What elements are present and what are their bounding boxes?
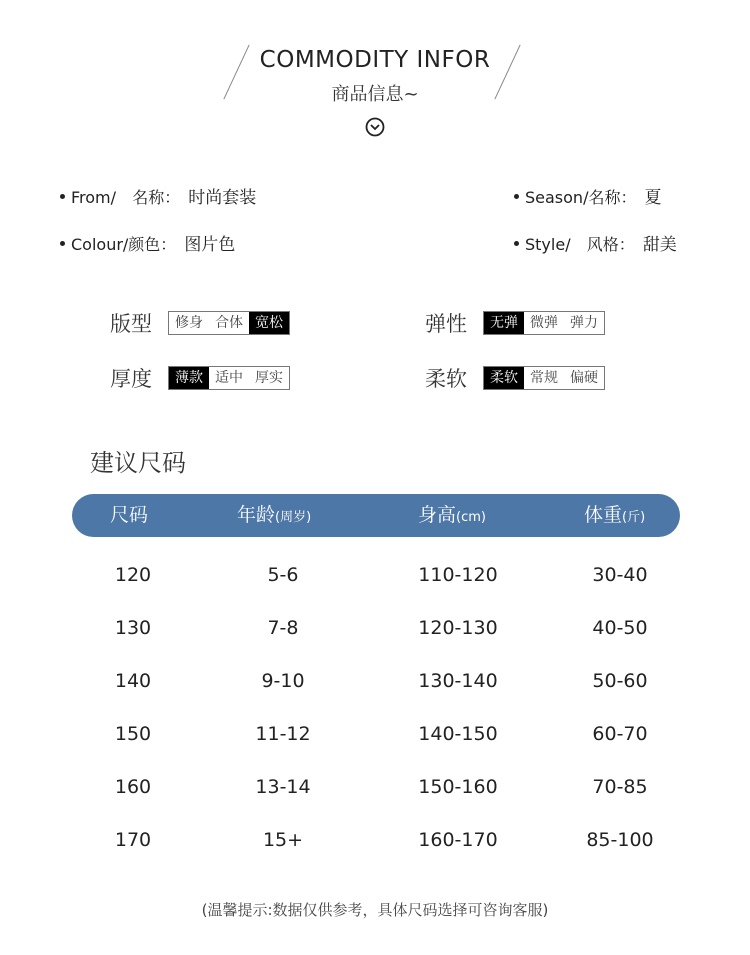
header-size-label: 尺码 — [110, 504, 149, 526]
attribute-thickness-label: 厚度 — [110, 367, 152, 391]
table-row — [0, 776, 750, 806]
header-height-unit: (cm) — [456, 510, 486, 525]
attribute-option: 合体 — [215, 315, 243, 331]
attribute-softness-options — [483, 366, 605, 390]
attribute-fit-options — [168, 311, 290, 335]
info-from-label: 名称： — [132, 188, 181, 207]
info-colour-value: 图片色 — [184, 235, 236, 255]
cell-height: 110-120 — [418, 564, 498, 586]
attribute-option-selected: 无弹 — [484, 312, 524, 334]
cell-weight: 30-40 — [592, 564, 648, 586]
cell-size: 120 — [114, 564, 152, 586]
header-height — [418, 494, 486, 537]
attribute-option-selected: 宽松 — [249, 312, 289, 334]
info-colour-key: Colour/颜色： — [71, 235, 177, 254]
header-height-label: 身高 — [418, 504, 457, 526]
info-from — [60, 183, 256, 208]
info-season-value: 夏 — [644, 188, 662, 208]
attribute-thickness-options — [168, 366, 290, 390]
cell-size: 170 — [114, 829, 152, 851]
info-style-key: Style/ — [525, 235, 571, 254]
cell-height: 130-140 — [418, 670, 498, 692]
info-season-key: Season/名称： — [525, 188, 637, 207]
cell-age: 13-14 — [255, 776, 311, 798]
cell-size: 160 — [114, 776, 152, 798]
attribute-option: 常规 — [530, 370, 558, 386]
cell-weight: 60-70 — [592, 723, 648, 745]
info-season — [514, 183, 661, 208]
attribute-elastic — [425, 308, 605, 338]
attribute-softness — [425, 363, 605, 393]
section-title-chinese: 商品信息~ — [331, 84, 419, 105]
attribute-softness-label: 柔软 — [425, 367, 467, 391]
header-age-unit: (周岁) — [275, 510, 312, 525]
attribute-option: 弹力 — [570, 315, 598, 331]
info-style-value: 甜美 — [642, 235, 677, 255]
attribute-fit-label: 版型 — [110, 312, 152, 336]
attribute-option-selected: 柔软 — [484, 367, 524, 389]
info-style — [514, 230, 677, 255]
cell-weight: 50-60 — [592, 670, 648, 692]
cell-height: 120-130 — [418, 617, 498, 639]
size-table-header — [72, 494, 680, 537]
attribute-elastic-label: 弹性 — [425, 312, 467, 336]
attribute-elastic-options — [483, 311, 605, 335]
cell-age: 7-8 — [267, 617, 299, 639]
header-age — [237, 494, 311, 537]
cell-size: 150 — [114, 723, 152, 745]
header-weight — [584, 494, 645, 537]
cell-age: 5-6 — [267, 564, 299, 586]
cell-height: 160-170 — [418, 829, 498, 851]
cell-weight: 40-50 — [592, 617, 648, 639]
attribute-option: 厚实 — [255, 370, 283, 386]
attribute-option-selected: 薄款 — [169, 367, 209, 389]
header-weight-unit: (斤) — [622, 510, 646, 525]
cell-size: 140 — [114, 670, 152, 692]
table-row — [0, 564, 750, 594]
cell-age: 9-10 — [261, 670, 305, 692]
table-row — [0, 670, 750, 700]
attribute-option: 修身 — [175, 315, 203, 331]
bullet-dot — [60, 241, 65, 246]
cell-weight: 85-100 — [586, 829, 654, 851]
cell-age: 11-12 — [255, 723, 311, 745]
size-table-title: 建议尺码 — [90, 449, 186, 477]
table-row — [0, 723, 750, 753]
size-disclaimer-note: (温馨提示:数据仅供参考，具体尺码选择可咨询客服) — [201, 901, 549, 919]
cell-size: 130 — [114, 617, 152, 639]
attribute-option: 微弹 — [530, 315, 558, 331]
chevron-down-circle-icon — [365, 117, 385, 137]
bullet-dot — [514, 241, 519, 246]
info-from-key: From/ — [71, 188, 117, 207]
cell-height: 140-150 — [418, 723, 498, 745]
cell-age: 15+ — [262, 829, 304, 851]
header-size — [110, 494, 148, 537]
header-age-label: 年龄 — [237, 504, 276, 526]
section-title-english: COMMODITY INFOR — [259, 47, 491, 73]
cell-height: 150-160 — [418, 776, 498, 798]
info-colour — [60, 230, 235, 255]
info-from-value: 时尚套装 — [188, 188, 257, 208]
attribute-option: 适中 — [215, 370, 243, 386]
attribute-fit — [110, 308, 290, 338]
cell-weight: 70-85 — [592, 776, 648, 798]
table-row — [0, 617, 750, 647]
bullet-dot — [514, 194, 519, 199]
attribute-option: 偏硬 — [570, 370, 598, 386]
bullet-dot — [60, 194, 65, 199]
attribute-thickness — [110, 363, 290, 393]
header-weight-label: 体重 — [584, 504, 623, 526]
table-row — [0, 829, 750, 859]
info-style-label: 风格： — [586, 235, 635, 254]
